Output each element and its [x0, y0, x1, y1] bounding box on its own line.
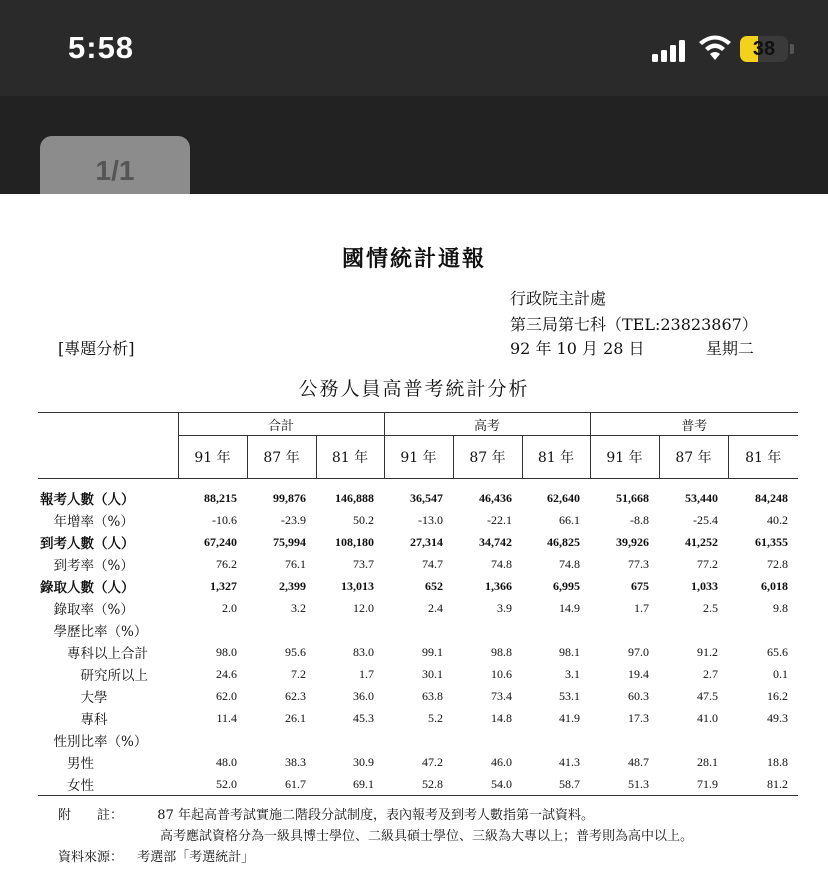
table-cell: 98.8 [491, 644, 512, 659]
table-cell: 46,825 [547, 534, 580, 549]
table-cell: 3.2 [291, 600, 306, 615]
doc-title: 國情統計通報 [341, 246, 486, 272]
table-cell: 91.2 [697, 644, 718, 659]
table-cell: 41.0 [697, 710, 718, 725]
table-cell: -23.9 [281, 512, 306, 527]
table-cell: 41.3 [559, 754, 580, 769]
table-cell: 2.5 [703, 600, 718, 615]
table-cell: 18.8 [767, 754, 788, 769]
note-text-2: 高考應試資格分為一級具博士學位、二級具碩士學位、三級為大專以上；普考則為高中以上。 [160, 829, 694, 844]
table-cell: 45.3 [353, 710, 374, 725]
table-row [38, 531, 798, 553]
group-header: 高考 [384, 413, 590, 436]
table-cell: 63.8 [422, 688, 443, 703]
doc-date: 92 年 10 月 28 日 [510, 339, 645, 358]
row-label: 男性 [40, 756, 94, 772]
table-cell: -10.6 [212, 512, 237, 527]
table-cell: 27,314 [410, 534, 443, 549]
table-cell [453, 619, 522, 641]
table-cell: 108,180 [335, 534, 374, 549]
table-cell: 72.8 [767, 556, 788, 571]
table-cell: 6,018 [761, 578, 788, 593]
table-cell: 99,876 [273, 490, 306, 505]
table-cell: 652 [425, 578, 443, 593]
table-cell: 84,248 [755, 490, 788, 505]
table-cell [659, 619, 728, 641]
table-cell [247, 729, 316, 751]
table-cell: 1.7 [634, 600, 649, 615]
table-cell: 5.2 [428, 710, 443, 725]
table-cell: 77.3 [628, 556, 649, 571]
table-cell: 26.1 [285, 710, 306, 725]
table-cell: 30.1 [422, 666, 443, 681]
table-cell: 83.0 [353, 644, 374, 659]
table-cell: 46.0 [491, 754, 512, 769]
table-cell: 41.9 [559, 710, 580, 725]
stats-table-body [38, 479, 798, 796]
note-line-1 [58, 804, 594, 823]
table-row [38, 509, 798, 531]
table-cell: 2,399 [279, 578, 306, 593]
stub-header [38, 413, 178, 479]
table-row [38, 663, 798, 685]
table-cell: 48.0 [216, 754, 237, 769]
table-cell: 53,440 [685, 490, 718, 505]
table-cell: 48.7 [628, 754, 649, 769]
year-header: 91 年 [178, 436, 247, 479]
row-label: 大學 [40, 690, 108, 706]
table-cell: 47.2 [422, 754, 443, 769]
status-time: 5:58 [68, 30, 135, 65]
table-cell: 1,366 [485, 578, 512, 593]
table-row [38, 479, 798, 510]
org-dept: 第三局第七科（TEL:23823867） [510, 315, 758, 334]
table-cell: 34,742 [479, 534, 512, 549]
battery-tip [790, 44, 794, 54]
table-cell: 52.8 [384, 773, 453, 796]
year-header: 91 年 [384, 436, 453, 479]
table-cell: 38.3 [285, 754, 306, 769]
row-label: 女性 [38, 773, 178, 796]
table-row [38, 773, 798, 796]
table-cell: 76.1 [285, 556, 306, 571]
table-cell: 28.1 [697, 754, 718, 769]
table-cell: 14.9 [559, 600, 580, 615]
table-row [38, 619, 798, 641]
table-cell: 11.4 [216, 710, 237, 725]
document-page [0, 194, 828, 884]
note-label: 附 註： [58, 808, 124, 823]
doc-subtitle: 公務人員高普考統計分析 [298, 378, 530, 400]
table-cell: 62.0 [216, 688, 237, 703]
page-indicator[interactable]: 1/1 [40, 136, 190, 206]
source-label: 資料來源： [58, 850, 124, 865]
row-label: 錄取率（%） [40, 602, 134, 618]
table-cell: 2.0 [222, 600, 237, 615]
table-cell: 54.0 [453, 773, 522, 796]
table-cell: 7.2 [291, 666, 306, 681]
table-cell: 60.3 [628, 688, 649, 703]
table-cell [659, 729, 728, 751]
table-cell [384, 729, 453, 751]
table-cell: 675 [631, 578, 649, 593]
doc-tag: [專題分析] [58, 339, 135, 358]
table-cell [178, 619, 247, 641]
table-cell [590, 729, 659, 751]
table-cell: 9.8 [773, 600, 788, 615]
table-cell: 46,436 [479, 490, 512, 505]
table-cell: 71.9 [659, 773, 728, 796]
table-row [38, 685, 798, 707]
table-cell: 74.8 [559, 556, 580, 571]
status-bar [0, 0, 828, 96]
table-cell: 99.1 [422, 644, 443, 659]
table-row [38, 641, 798, 663]
table-cell: 61,355 [755, 534, 788, 549]
table-cell: -8.8 [630, 512, 649, 527]
row-label: 錄取人數（人） [40, 580, 135, 596]
table-cell [590, 619, 659, 641]
table-cell: -13.0 [418, 512, 443, 527]
row-label: 性別比率（%） [40, 734, 148, 750]
table-cell: 73.4 [491, 688, 512, 703]
source-text: 考選部「考選統計」 [137, 850, 255, 865]
row-label: 學歷比率（%） [40, 624, 148, 640]
table-row [38, 707, 798, 729]
wifi-icon [698, 34, 732, 62]
table-cell: 2.7 [703, 666, 718, 681]
row-label: 年增率（%） [40, 514, 134, 530]
table-cell: 41,252 [685, 534, 718, 549]
table-cell: 97.0 [628, 644, 649, 659]
note-text-1: 87 年起高普考試實施二階段分試制度，表內報考及到考人數指第一試資料。 [157, 808, 594, 823]
table-cell: -25.4 [693, 512, 718, 527]
table-cell [453, 729, 522, 751]
table-cell: 12.0 [353, 600, 374, 615]
group-header: 普考 [590, 413, 798, 436]
table-cell: 76.2 [216, 556, 237, 571]
row-label: 專科以上合計 [40, 646, 148, 662]
table-cell: 52.0 [178, 773, 247, 796]
cellular-signal-icon [652, 38, 690, 62]
table-cell: 1,033 [691, 578, 718, 593]
table-cell: 66.1 [559, 512, 580, 527]
table-cell: 88,215 [204, 490, 237, 505]
table-cell: 1,327 [210, 578, 237, 593]
org-name: 行政院主計處 [510, 289, 607, 308]
table-row [38, 751, 798, 773]
table-cell: 81.2 [728, 773, 798, 796]
year-header: 81 年 [522, 436, 590, 479]
year-header: 87 年 [247, 436, 316, 479]
table-cell: 146,888 [335, 490, 374, 505]
table-cell: 3.9 [497, 600, 512, 615]
row-label: 報考人數（人） [40, 492, 135, 508]
table-cell: 98.0 [216, 644, 237, 659]
table-cell [522, 729, 590, 751]
table-cell [316, 729, 384, 751]
table-cell: 62,640 [547, 490, 580, 505]
table-cell: 49.3 [767, 710, 788, 725]
table-cell [728, 619, 798, 641]
table-row [38, 597, 798, 619]
table-cell: 50.2 [353, 512, 374, 527]
year-header: 91 年 [590, 436, 659, 479]
table-row [38, 553, 798, 575]
table-cell [247, 619, 316, 641]
battery-percent: 38 [752, 38, 776, 60]
table-cell: 51.3 [590, 773, 659, 796]
table-cell: 19.4 [628, 666, 649, 681]
row-label: 到考率（%） [40, 558, 134, 574]
table-cell [728, 729, 798, 751]
table-cell: 95.6 [285, 644, 306, 659]
table-cell: 36,547 [410, 490, 443, 505]
table-cell: 62.3 [285, 688, 306, 703]
table-cell: 16.2 [767, 688, 788, 703]
table-cell: 0.1 [773, 666, 788, 681]
table-cell: 65.6 [767, 644, 788, 659]
year-header: 81 年 [316, 436, 384, 479]
table-cell: 53.1 [559, 688, 580, 703]
table-cell: 74.8 [491, 556, 512, 571]
table-row [38, 729, 798, 751]
table-cell: 67,240 [204, 534, 237, 549]
year-header: 87 年 [453, 436, 522, 479]
table-cell: -22.1 [487, 512, 512, 527]
row-label: 研究所以上 [40, 668, 148, 684]
table-cell [522, 619, 590, 641]
year-header: 81 年 [728, 436, 798, 479]
table-cell: 3.1 [565, 666, 580, 681]
table-cell: 24.6 [216, 666, 237, 681]
table-cell: 47.5 [697, 688, 718, 703]
year-header: 87 年 [659, 436, 728, 479]
table-cell: 10.6 [491, 666, 512, 681]
stats-table [38, 412, 798, 796]
battery-icon [740, 36, 788, 62]
table-cell: 77.2 [697, 556, 718, 571]
table-cell: 17.3 [628, 710, 649, 725]
table-cell: 40.2 [767, 512, 788, 527]
table-cell [178, 729, 247, 751]
table-cell: 14.8 [491, 710, 512, 725]
table-row [38, 575, 798, 597]
table-cell: 6,995 [553, 578, 580, 593]
table-cell: 75,994 [273, 534, 306, 549]
row-label: 專科 [40, 712, 108, 728]
group-header: 合計 [178, 413, 384, 436]
table-cell: 73.7 [353, 556, 374, 571]
table-cell: 30.9 [353, 754, 374, 769]
table-cell: 36.0 [353, 688, 374, 703]
table-cell: 61.7 [247, 773, 316, 796]
table-cell [316, 619, 384, 641]
source-line [58, 846, 254, 865]
table-cell: 13,013 [341, 578, 374, 593]
table-cell: 98.1 [559, 644, 580, 659]
table-cell [384, 619, 453, 641]
table-cell: 58.7 [522, 773, 590, 796]
table-cell: 1.7 [359, 666, 374, 681]
table-cell: 69.1 [316, 773, 384, 796]
doc-weekday: 星期二 [706, 339, 755, 358]
row-label: 到考人數（人） [40, 536, 135, 552]
table-cell: 2.4 [428, 600, 443, 615]
table-cell: 39,926 [616, 534, 649, 549]
table-cell: 51,668 [616, 490, 649, 505]
table-cell: 74.7 [422, 556, 443, 571]
